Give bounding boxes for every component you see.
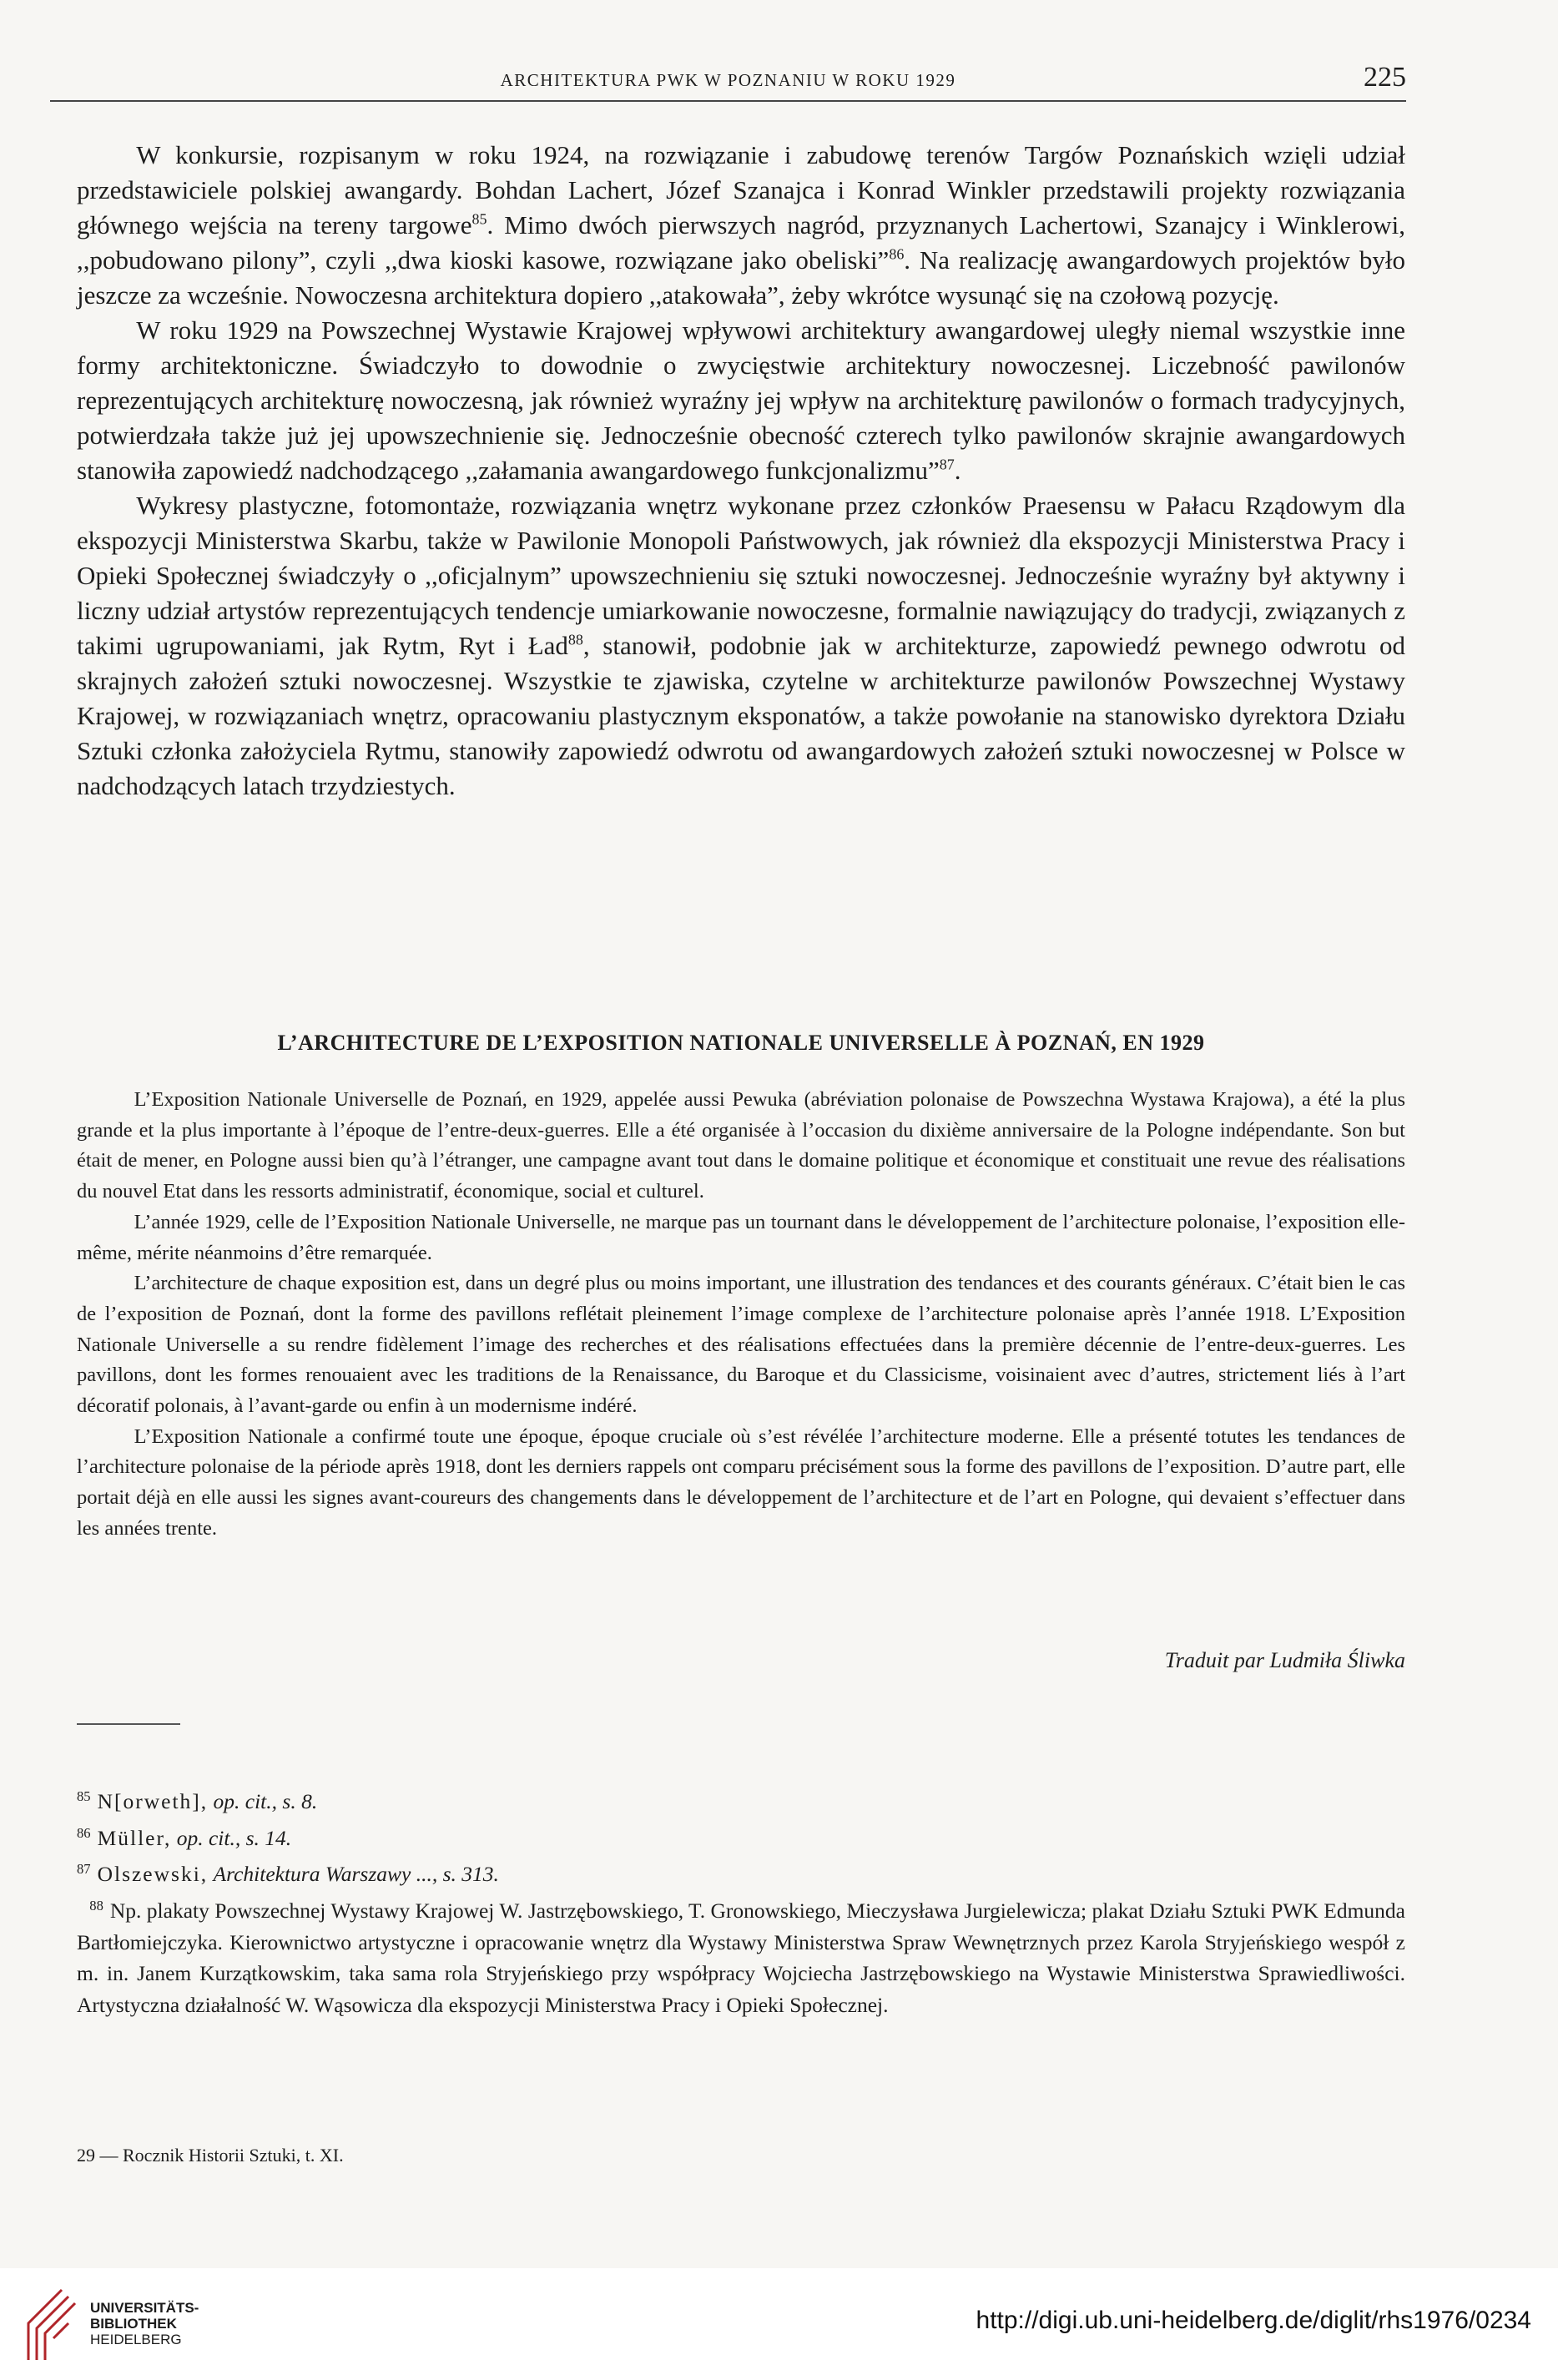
footnote: $^{86}$ Müller, op. cit., s. 14.	[77, 1824, 292, 1850]
polish-body	[77, 138, 1405, 804]
footnote-ref: 88	[567, 631, 583, 648]
footnote-divider	[77, 1723, 180, 1725]
summary-paragraph: L’Exposition Nationale Universelle de Poznań, en 1929, appelée aussi Pewuka (abréviation polonaise de Powszechna Wystawa Krajowa), a été la plus grande et la plus importante à l’époque de l’entre-deux-guerres. Elle a été organisée à l’occasion du dixième anniversaire de la Pologne indépendante. Son but était de mener, en Pologne aussi bien qu’à l’étranger, une campagne avant tout dans le domaine politique et économique et constituait une revue des réalisations du nouvel Etat dans les ressorts administratif, économique, social et culturel.	[77, 1088, 1405, 1203]
running-header	[50, 62, 1406, 102]
library-name: UNIVERSITÄTS- BIBLIOTHEK HEIDELBERG	[90, 2300, 199, 2347]
footnote-ref: 87	[939, 456, 955, 473]
footnotes	[77, 1781, 1405, 2021]
footnote: $^{85}$ N[orweth], op. cit., s. 8.	[77, 1788, 318, 1814]
library-logo-icon	[17, 2285, 87, 2365]
body-paragraph: Wykresy plastyczne, fotomontaże, rozwiązania wnętrz wykonane przez członków Praesensu w Pałacu Rządowym dla ekspozycji Ministerstwa Skarbu, także w Pawilonie Monopoli Państwowych, jak również dla ekspozycji Ministerstwa Pracy i Opieki Społecznej świadczyły o ,,oficjalnym” upowszechnieniu się sztuki nowoczesnej. Jednocześnie wyraźny był aktywny i liczny udział artystów reprezentujących tendencje umiarkowanie nowoczesne, formalnie nawiązujący do tradycji, związanych z takimi ugrupowaniami, jak Rytm, Ryt i Ład$^{88}$, stanowił, podobnie jak w architekturze, zapowiedź pewnego odwrotu od skrajnych założeń sztuki nowoczesnej. Wszystkie te zjawiska, czytelne w architekturze pawilonów Powszechnej Wystawy Krajowej, w rozwiązaniach wnętrz, opracowaniu plastycznym eksponatów, a także powołanie na stanowisko dyrektora Działu Sztuki członka założyciela Rytmu, stanowiły zapowiedź odwrotu od awangardowych założeń sztuki nowoczesnej w Polsce w nadchodzących latach trzydziestych.	[77, 491, 1405, 800]
translator-credit: Traduit par Ludmiła Śliwka	[1164, 1648, 1405, 1672]
french-summary	[77, 1031, 1405, 1672]
footnote: $^{87}$ Olszewski, Architektura Warszawy ..., s. 313.	[77, 1861, 499, 1887]
footnote-ref: 86	[889, 245, 905, 263]
summary-paragraph: L’architecture de chaque exposition est, dans un degré plus ou moins important, une illustration des tendances et des courants généraux. C’était bien le cas de l’exposition de Poznań, dont la forme des pavillons reflétait pleinement l’image complexe de l’architecture polonaise après l’année 1918. L’Exposition Nationale Universelle a su rendre fidèlement l’image des recherches et des réalisations effectuées dans la première décennie de l’entre-deux-guerres. Les pavillons, dont les formes renouaient avec les traditions de la Renaissance, du Baroque et du Classicisme, voisinaient avec d’autres, strictement liés à l’art décoratif polonais, à l’avant-garde ou enfin à un modernisme indéré.	[77, 1272, 1405, 1418]
volume-signature: 29 — Rocznik Historii Sztuki, t. XI.	[77, 2145, 344, 2166]
summary-paragraph: L’Exposition Nationale a confirmé toute une époque, époque cruciale où s’est révélée l’architecture moderne. Elle a présenté totutes les tendances de l’architecture polonaise de la période après 1918, dont les derniers rappels ont comparu précisément sous la forme des pavillons de l’exposition. D’autre part, elle portait déjà en elle aussi les signes avant-coureurs des changements dans le développement de l’architecture et de l’art en Pologne, qui devaient s’effectuer dans les années trente.	[77, 1424, 1405, 1540]
footnote: $^{88}$ Np. plakaty Powszechnej Wystawy Krajowej W. Jastrzębowskiego, T. Gronowskiego, Mieczysława Jurgielewicza; plakat Działu Sztuki PWK Edmunda Bartłomiejczyka. Kierownictwo artystyczne i opracowanie wnętrz dla Wystawy Ministerstwa Spraw Wewnętrznych przez Karola Stryjeńskiego wespół z m. in. Janem Kurzątkowskim, taka sama rola Stryjeńskiego przy współpracy Wojciecha Jastrzębowskiego na Wystawie Ministerstwa Sprawiedliwości. Artystyczna działalność W. Wąsowicza dla ekspozycji Ministerstwa Pracy i Opieki Społecznej.	[77, 1898, 1405, 2017]
summary-paragraph: L’année 1929, celle de l’Exposition Nationale Universelle, ne marque pas un tournant dans le développement de l’architecture polonaise, l’exposition elle-même, mérite néanmoins d’être remarquée.	[77, 1210, 1405, 1264]
footnote-ref: 85	[471, 210, 487, 228]
body-paragraph: W konkursie, rozpisanym w roku 1924, na rozwiązanie i zabudowę terenów Targów Poznańskich wzięli udział przedstawiciele polskiej awangardy. Bohdan Lachert, Józef Szanajca i Konrad Winkler przedstawili projekty rozwiązania głównego wejścia na tereny targowe$^{85}$. Mimo dwóch pierwszych nagród, przyznanych Lachertowi, Szanajcy i Winklerowi, ,,pobudowano pilony”, czyli ,,dwa kioski kasowe, rozwiązane jako obeliski”$^{86}$. Na realizację awangardowych projektów było jeszcze za wcześnie. Nowoczesna architektura dopiero ,,atakowała”, żeby wkrótce wysunąć się na czołową pozycję.	[77, 140, 1406, 310]
page-number: 225	[1364, 62, 1406, 93]
summary-title: L’ARCHITECTURE DE L’EXPOSITION NATIONALE UNIVERSELLE À POZNAŃ, EN 1929	[277, 1031, 1205, 1055]
library-banner	[0, 2268, 1558, 2380]
source-url-link[interactable]: http://digi.ub.uni-heidelberg.de/diglit/rhs1976/0234	[976, 2307, 1531, 2334]
body-paragraph: W roku 1929 na Powszechnej Wystawie Krajowej wpływowi architektury awangardowej uległy niemal wszystkie inne formy architektoniczne. Świadczyło to dowodnie o zwycięstwie architektury nowoczesnej. Liczebność pawilonów reprezentujących architekturę nowoczesną, jak również wyraźny jej wpływ na architekturę pawilonów o formach tradycyjnych, potwierdzała także już jej upowszechnienie się. Jednocześnie obecność czterech tylko pawilonów skrajnie awangardowych stanowiła zapowiedź nadchodzącego ,,załamania awangardowego funkcjonalizmu”$^{87}$.	[77, 315, 1405, 485]
running-title: ARCHITEKTURA PWK W POZNANIU W ROKU 1929	[500, 70, 956, 90]
